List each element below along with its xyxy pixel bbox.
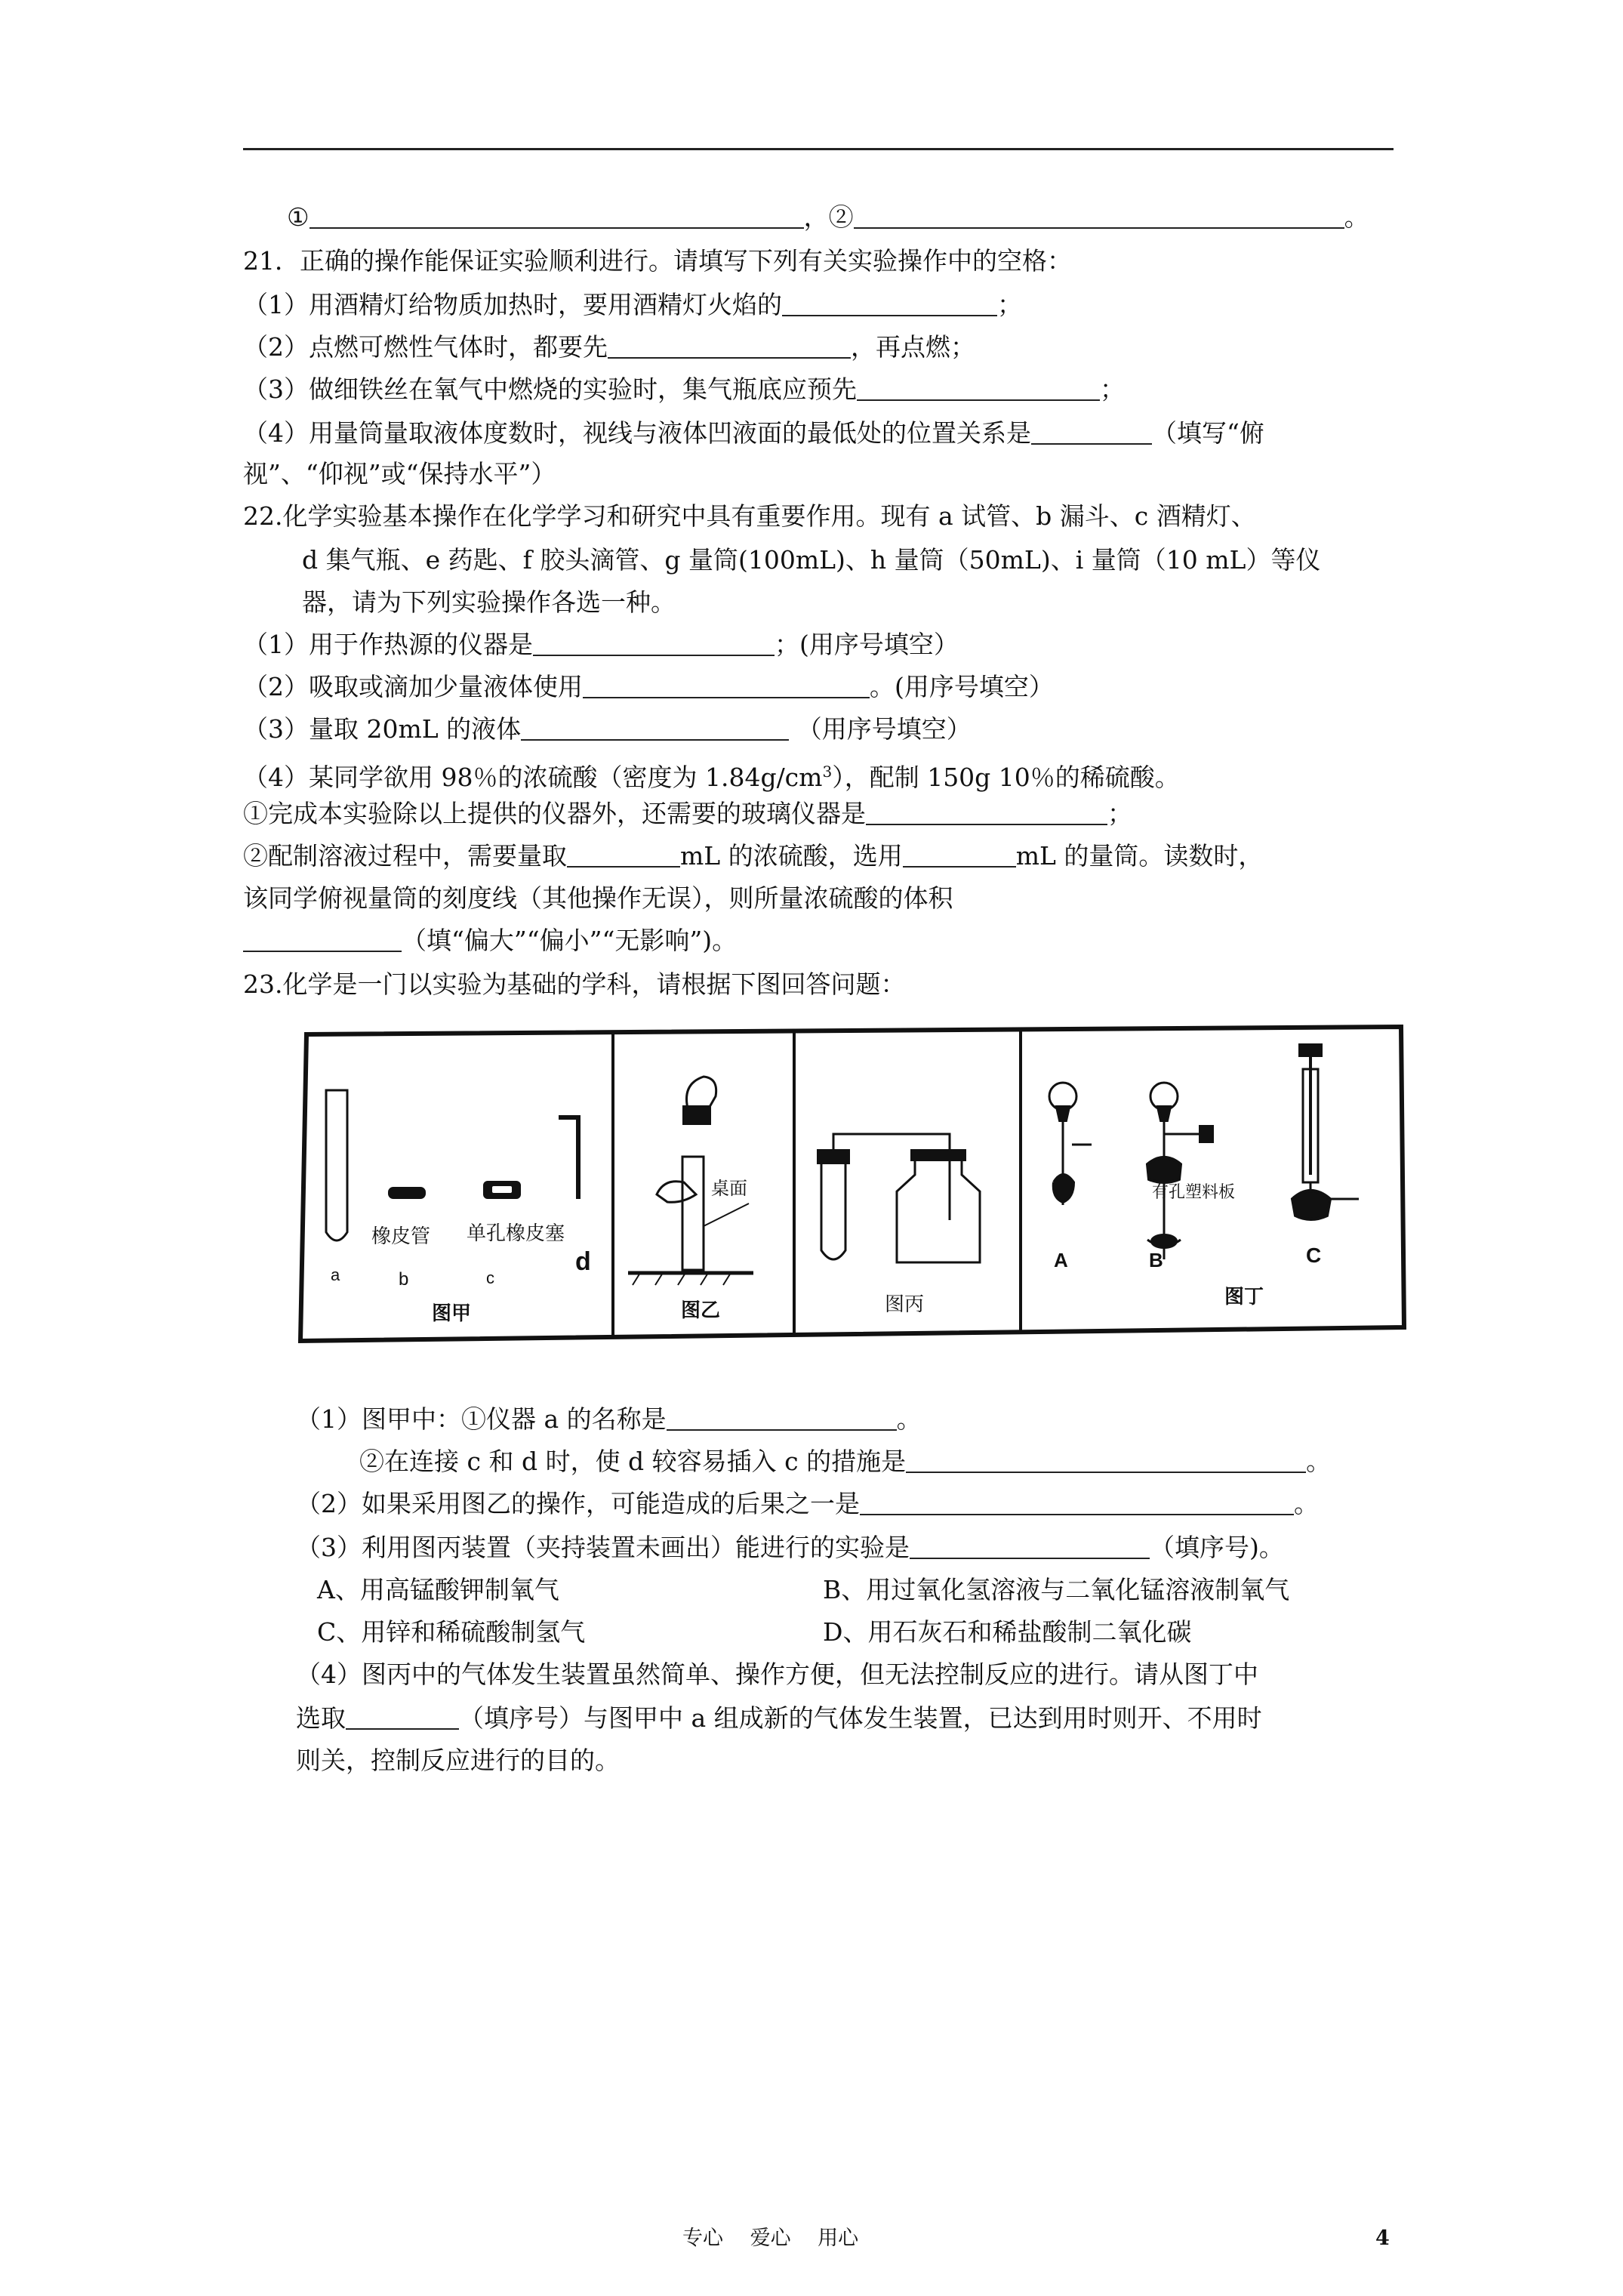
q23-option-A: A、用高锰酸钾制氧气 [317, 1575, 559, 1604]
answer-blank[interactable] [866, 801, 1107, 825]
q22-stem-3: 器，请为下列实验操作各选一种。 [302, 587, 676, 617]
label-c: c [486, 1268, 494, 1287]
answer-blank[interactable] [243, 928, 402, 952]
answer-blank[interactable] [854, 205, 1344, 229]
answer-blank[interactable] [906, 1449, 1306, 1473]
q23-option-B: B、用过氧化氢溶液与二氧化锰溶液制氧气 [823, 1575, 1290, 1604]
q21-item-4-cont: 视”、“仰视”或“保持水平”） [243, 459, 556, 488]
q23-part-2: （2）如果采用图乙的操作，可能造成的后果之一是 。 [296, 1489, 1319, 1518]
q22-item-1: （1）用于作热源的仪器是 ；(用序号填空） [243, 630, 959, 659]
q23-option-D: D、用石灰石和稀盐酸制二氧化碳 [823, 1617, 1192, 1647]
q22-sub-1: ①完成本实验除以上提供的仪器外，还需要的玻璃仪器是 ； [243, 799, 1132, 828]
label-a: a [331, 1265, 340, 1284]
q22-item-4: （4）某同学欲用 98％的浓硫酸（密度为 $1.84g/cm^3$），配制 150g 10％的稀硫酸。 [243, 763, 1180, 792]
answer-blank[interactable] [910, 1535, 1150, 1559]
panel-label-4: 图丁 [1224, 1285, 1264, 1308]
label-plate: 有孔塑料板 [1152, 1182, 1236, 1201]
q23-part-4-cont: 选取 （填序号）与图甲中 a 组成新的气体发生装置，已达到用时则开、不用时 [296, 1703, 1262, 1733]
apparatus-figure [296, 1024, 1412, 1368]
answer-blank[interactable] [533, 632, 775, 656]
q20-answer-line: ① ，② 。 [287, 202, 1369, 232]
panel-label-1: 图甲 [432, 1302, 472, 1324]
answer-blank[interactable] [583, 674, 870, 698]
q22-sub-2: ②配制溶液过程中，需要量取 mL 的浓硫酸，选用 mL 的量筒。读数时， [243, 841, 1264, 871]
q21-item-3: （3）做细铁丝在氧气中燃烧的实验时，集气瓶底应预先 ； [243, 374, 1125, 404]
q21-item-2: （2）点燃可燃性气体时，都要先 ，再点燃； [243, 332, 975, 362]
answer-blank[interactable] [608, 334, 851, 359]
answer-blank[interactable] [1031, 421, 1152, 445]
apparatus-drawing [296, 1024, 1412, 1368]
label-A: A [1054, 1249, 1068, 1271]
q21-stem: 21．正确的操作能保证实验顺利进行。请填写下列有关实验操作中的空格： [243, 246, 1072, 276]
answer-blank[interactable] [857, 377, 1100, 401]
q22-item-2: （2）吸取或滴加少量液体使用 。(用序号填空） [243, 672, 1054, 701]
q23-option-C: C、用锌和稀硫酸制氢气 [317, 1617, 586, 1647]
label-B: B [1149, 1249, 1163, 1271]
q22-stem-2: d 集气瓶、e 药匙、f 胶头滴管、g 量筒(100mL)、h 量筒（50mL)、i 量筒（10 mL）等仪 [302, 545, 1321, 575]
label-table: 桌面 [711, 1179, 747, 1199]
q21-item-1: （1）用酒精灯给物质加热时，要用酒精灯火焰的 ； [243, 290, 1022, 319]
label-C: C [1306, 1244, 1322, 1267]
q21-item-4: （4）用量筒量取液体度数时，视线与液体凹液面的最低处的位置关系是 （填写“俯 [243, 418, 1264, 448]
q23-stem: 23.化学是一门以实验为基础的学科，请根据下图回答问题： [243, 969, 906, 999]
q23-part-1-sub2: ②在连接 c 和 d 时，使 d 较容易插入 c 的措施是 。 [359, 1447, 1332, 1476]
q22-item-3: （3）量取 20mL 的液体 （用序号填空） [243, 714, 972, 744]
header-rule [243, 148, 1394, 150]
label-d: d [575, 1247, 591, 1276]
label-stopper: 单孔橡皮塞 [467, 1222, 565, 1244]
answer-blank[interactable] [903, 843, 1016, 868]
q22-stem-1: 22.化学实验基本操作在化学学习和研究中具有重要作用。现有 a 试管、b 漏斗、c 酒精灯、 [243, 501, 1256, 531]
answer-blank[interactable] [667, 1407, 897, 1431]
page-number: 4 [1375, 2227, 1390, 2250]
answer-blank[interactable] [567, 843, 680, 868]
footer-motto: 专心 爱心 用心 [682, 2227, 859, 2250]
label-b: b [399, 1269, 409, 1290]
q23-part-4: （4）图丙中的气体发生装置虽然简单、操作方便，但无法控制反应的进行。请从图丁中 [296, 1660, 1258, 1689]
q23-part-4-end: 则关，控制反应进行的目的。 [296, 1746, 620, 1775]
q23-part-3: （3）利用图丙装置（夹持装置未画出）能进行的实验是 （填序号)。 [296, 1533, 1284, 1562]
answer-blank[interactable] [346, 1706, 459, 1730]
panel-label-3: 图丙 [885, 1293, 925, 1315]
answer-blank[interactable] [860, 1491, 1294, 1515]
answer-blank[interactable] [521, 717, 789, 741]
label-rubber-tube: 橡皮管 [371, 1225, 431, 1247]
panel-label-2: 图乙 [681, 1299, 721, 1321]
answer-blank[interactable] [782, 292, 997, 316]
q22-sub-2-end: （填“偏大”“偏小”“无影响”)。 [243, 926, 737, 956]
q22-sub-2-cont: 该同学俯视量筒的刻度线（其他操作无误），则所量浓硫酸的体积 [243, 883, 953, 913]
answer-blank[interactable] [310, 205, 804, 229]
q23-part-1: （1）图甲中：①仪器 a 的名称是 。 [296, 1404, 922, 1434]
